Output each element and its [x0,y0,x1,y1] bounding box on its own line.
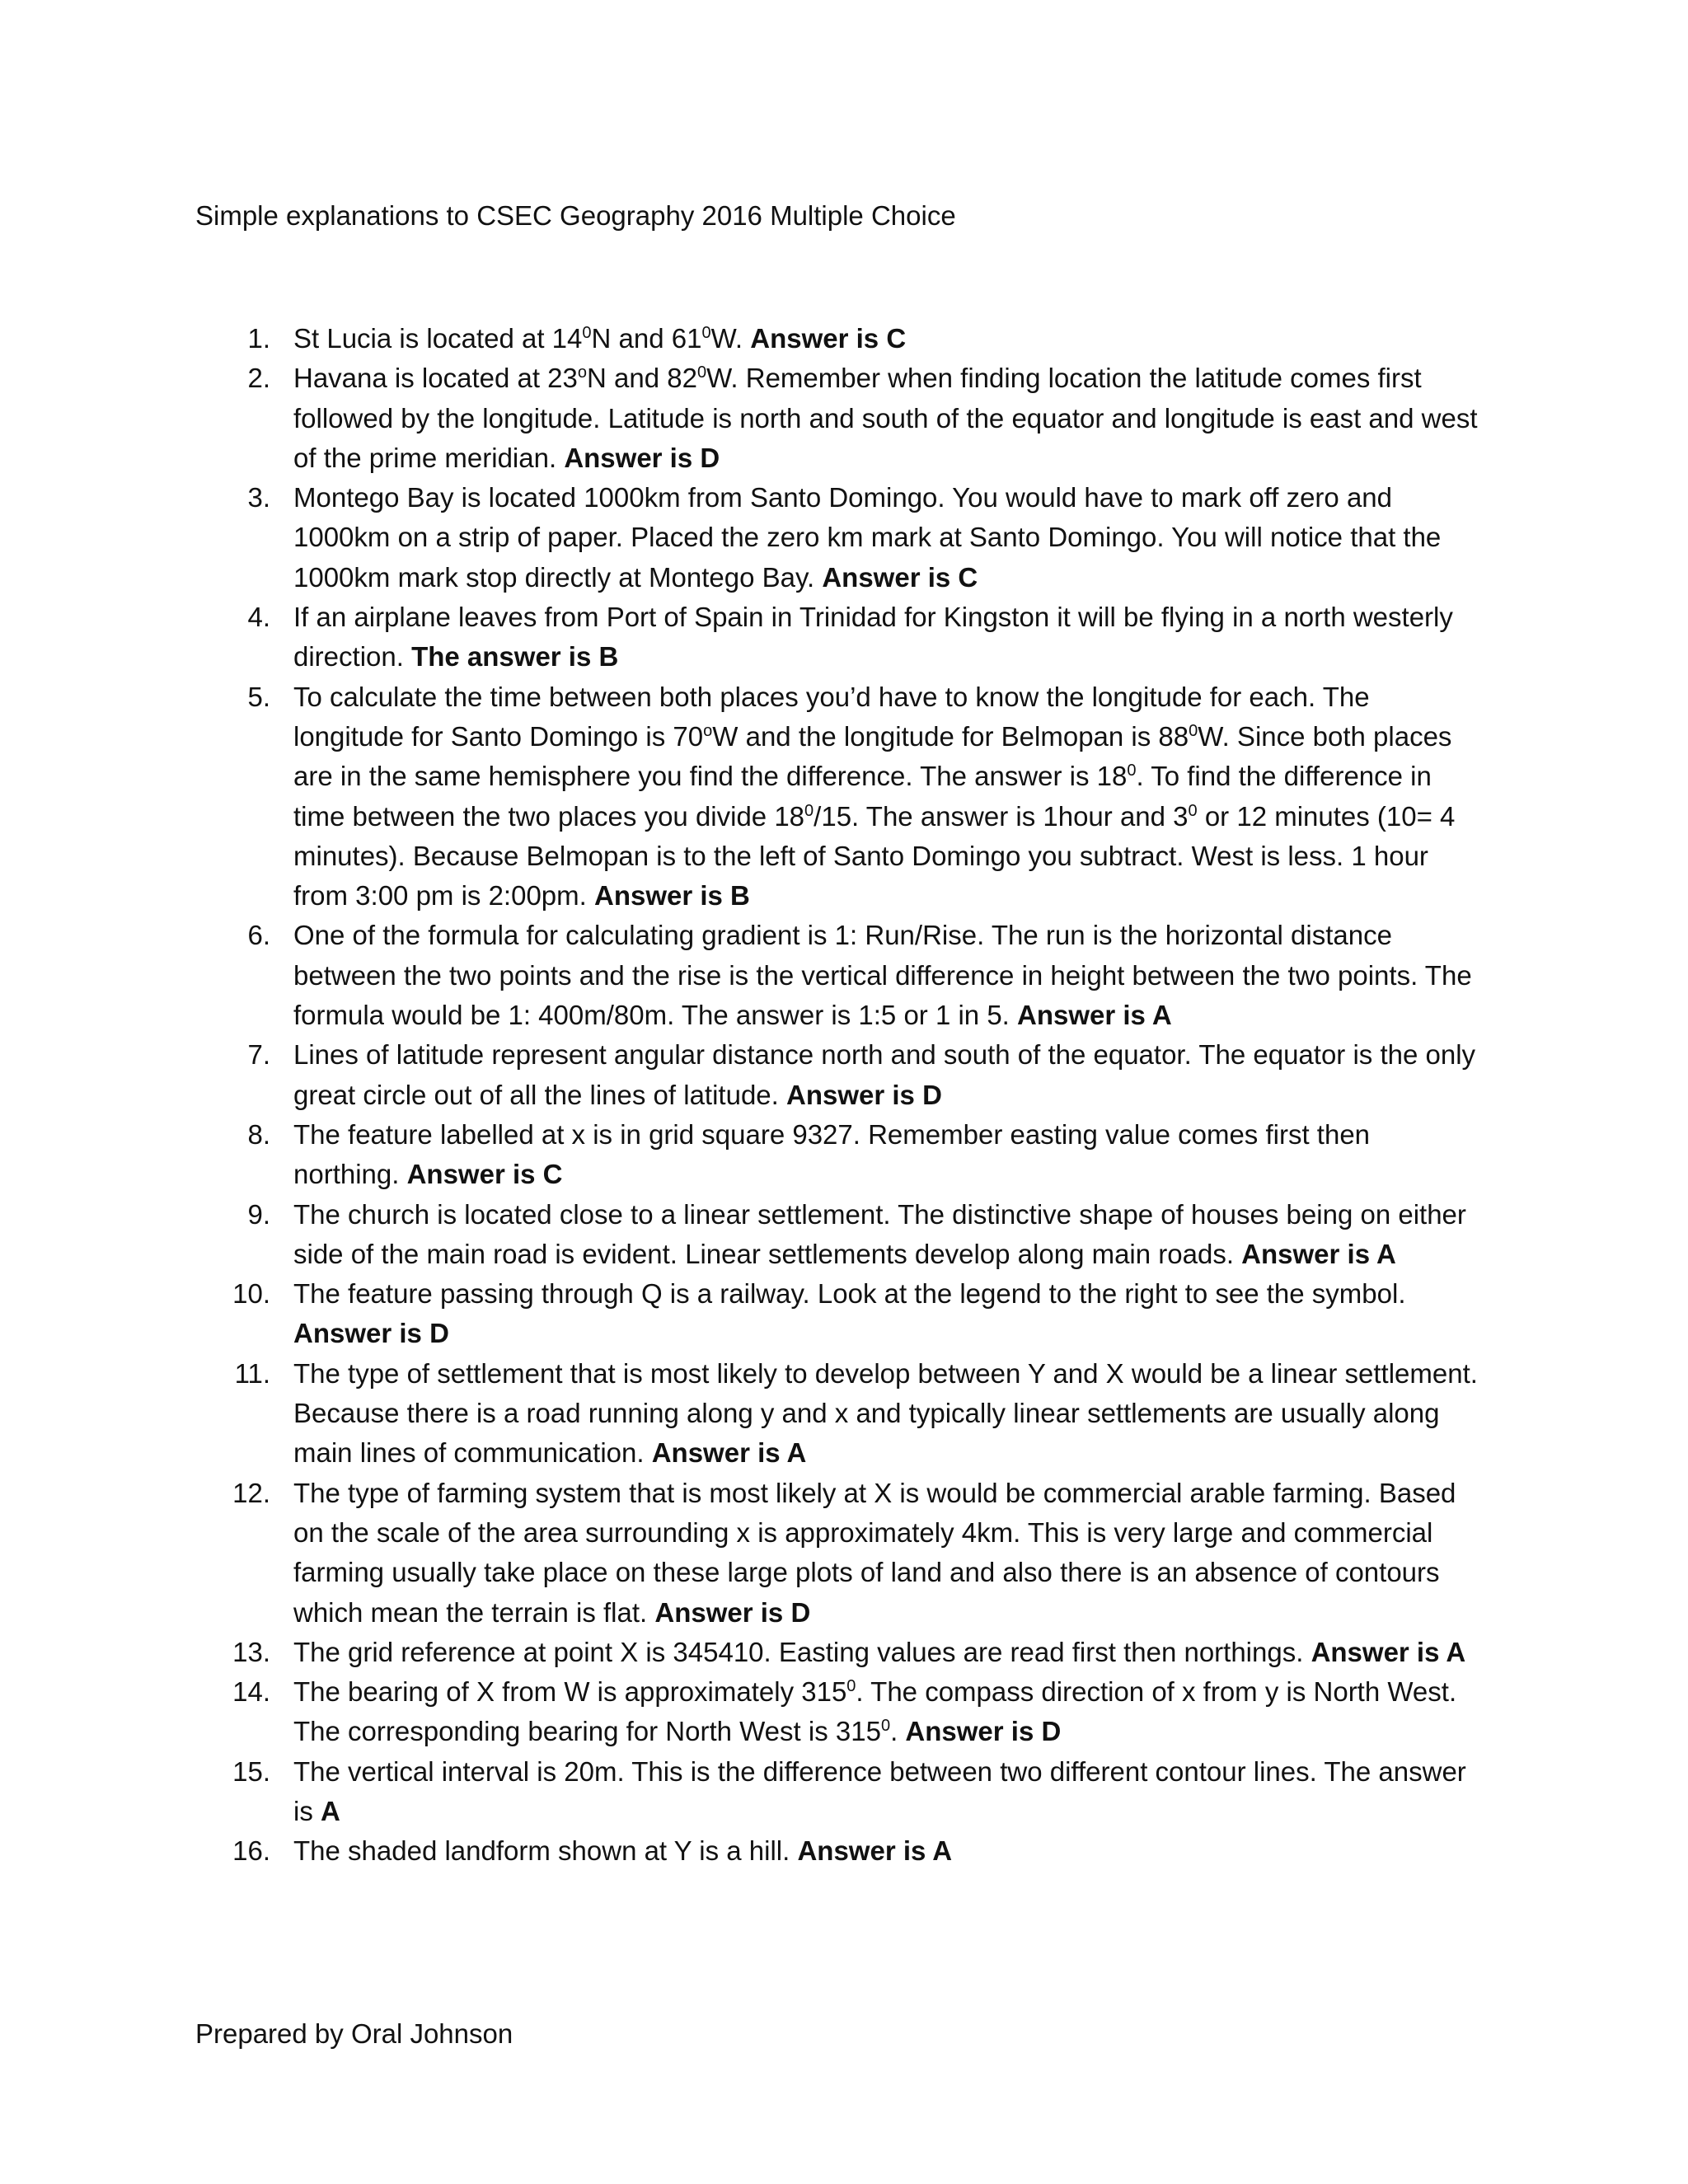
text-segment: The feature passing through Q is a railway. Look at the legend to the right to see the symbol. [293,1278,1406,1310]
item-number: 4. [247,602,270,633]
superscript: 0 [804,801,814,820]
item-number: 11. [234,1357,270,1389]
item-number: 5. [247,681,270,712]
list-item [195,359,1481,478]
answer-list [195,319,1481,1872]
document-title: Simple explanations to CSEC Geography 2016 Multiple Choice [195,200,956,231]
item-text [293,363,1478,473]
list-item [195,916,1481,1035]
item-number: 7. [247,1039,270,1071]
item-text [293,920,1472,1030]
text-segment: The grid reference at point X is 345410. Easting values are read first then northings. [293,1636,1311,1667]
item-text [293,1637,1465,1667]
answer-label: Answer is C [822,561,978,593]
item-number: 16. [232,1835,270,1867]
answer-label: A [321,1795,340,1826]
item-number: 14. [232,1676,270,1708]
item-number: 12. [232,1477,270,1508]
answer-label: Answer is D [905,1716,1062,1747]
text-segment: St Lucia is located at 14 [293,323,583,354]
text-segment: . To find the difference in time between the two places you divide 18 [293,761,1432,832]
item-number: 13. [232,1636,270,1667]
item-text [293,602,1453,672]
item-text [293,1835,952,1866]
answer-label: Answer is A [1017,1000,1172,1031]
superscript: 0 [1189,721,1198,740]
item-number: 8. [247,1118,270,1150]
item-text [293,482,1441,593]
text-segment: Lines of latitude represent angular distance north and south of the equator. The equator is the only great circle out of all the lines of latitude. [293,1039,1476,1110]
superscript: 0 [1188,801,1198,820]
superscript: 0 [582,324,592,342]
item-text [293,1039,1475,1109]
text-segment: The feature labelled at x is in grid square 9327. Remember easting value comes first then northing. [293,1118,1371,1190]
text-segment: W. [710,323,751,354]
list-item [195,1633,1481,1672]
answer-label: Answer is A [797,1835,953,1867]
answer-label: Answer is A [651,1437,807,1469]
list-item [195,1752,1481,1832]
answer-label: Answer is C [750,323,907,354]
list-item [195,478,1481,598]
superscript: o [577,363,588,382]
superscript: 0 [696,363,707,382]
text-segment: /15. The answer is 1hour and 3 [814,800,1189,832]
item-text [293,1278,1406,1348]
text-segment: . [890,1716,906,1747]
list-item [195,598,1481,677]
answer-label: Answer is D [786,1079,942,1110]
item-text [293,682,1455,911]
text-segment: N and 61 [591,323,702,354]
item-text [293,1756,1466,1826]
list-item [195,677,1481,916]
answer-label: The answer is B [411,641,619,673]
list-item [195,1354,1481,1474]
text-segment: The shaded landform shown at Y is a hill. [293,1835,798,1867]
author-footer: Prepared by Oral Johnson [195,2018,513,2049]
item-text [293,1358,1478,1469]
item-number: 6. [247,920,270,951]
item-text [293,1676,1456,1746]
item-number: 15. [232,1755,270,1787]
text-segment: The type of farming system that is most likely at X is would be commercial arable farming. Based on the scale of the area surrounding x is approximately 4km. This is very large and commercial farming usually take place on these large plots of land and also there is an absence of contours which mean the terrain is flat. [293,1477,1456,1628]
text-segment: Montego Bay is located 1000km from Santo Domingo. You would have to mark off zero and 1000km on a strip of paper. Placed the zero km mark at Santo Domingo. You will notice that the 1000km mark stop directly at Montego Bay. [293,482,1442,593]
list-item [195,1672,1481,1752]
answer-label: Answer is A [1311,1636,1466,1667]
item-text [293,1478,1456,1628]
answer-label: Answer is B [593,880,750,912]
superscript: 0 [701,324,711,342]
text-segment: Havana is located at 23 [293,363,578,394]
text-segment: W. Since both places are in the same hemisphere you find the difference. The answer is 18 [293,720,1452,792]
text-segment: If an airplane leaves from Port of Spain in Trinidad for Kingston it will be flying in a north westerly direction. [293,602,1453,673]
list-item [195,1195,1481,1275]
list-item [195,1115,1481,1195]
item-number: 3. [247,482,270,513]
list-item [195,1035,1481,1115]
text-segment: N and 82 [587,363,697,394]
text-segment: To calculate the time between both places you’d have to know the longitude for each. The longitude for Santo Domingo is 70 [293,681,1370,752]
text-segment: One of the formula for calculating gradient is 1: Run/Rise. The run is the horizontal distance between the two points and the rise is the vertical difference in height between the two points. The formula would be 1: 400m/80m. The answer is 1:5 or 1 in 5. [293,920,1472,1031]
list-item [195,319,1481,359]
item-text [293,1119,1370,1189]
superscript: o [703,721,713,740]
list-item [195,1274,1481,1354]
item-number: 1. [247,323,270,354]
list-item [195,1474,1481,1633]
item-number: 2. [247,363,270,394]
item-number: 9. [247,1198,270,1230]
text-segment: The vertical interval is 20m. This is the difference between two different contour lines. The answer is [293,1755,1466,1826]
list-item [195,1831,1481,1871]
answer-label: Answer is A [1241,1238,1396,1269]
item-number: 10. [232,1278,270,1310]
superscript: 0 [846,1677,856,1696]
item-text [293,1199,1466,1269]
text-segment: W. Remember when finding location the latitude comes first followed by the longitude. Latitude is north and south of the equator and longitude is east and west of the prime meridian. [293,363,1478,473]
answer-label: Answer is D [564,442,720,473]
answer-label: Answer is D [654,1596,811,1628]
item-text [293,323,906,354]
superscript: 0 [880,1717,891,1736]
text-segment: The church is located close to a linear settlement. The distinctive shape of houses being on either side of the main road is evident. Linear settlements develop along main roads. [293,1198,1466,1269]
text-segment: The bearing of X from W is approximately 315 [293,1676,847,1708]
text-segment: W and the longitude for Belmopan is 88 [712,720,1189,752]
answer-label: Answer is C [406,1159,563,1190]
text-segment: The type of settlement that is most likely to develop between Y and X would be a linear settlement. Because there is a road running along y and x and typically linear settlements are usually along main lines of communication. [293,1357,1478,1469]
answer-label: Answer is D [293,1318,449,1349]
text-segment: or 12 minutes (10= 4 minutes). Because Belmopan is to the left of Santo Domingo you subtract. West is less. 1 hour from 3:00 pm is 2:00pm. [293,800,1456,912]
text-segment: . The compass direction of x from y is North West. The corresponding bearing for North West is 315 [293,1676,1457,1747]
superscript: 0 [1127,762,1137,780]
